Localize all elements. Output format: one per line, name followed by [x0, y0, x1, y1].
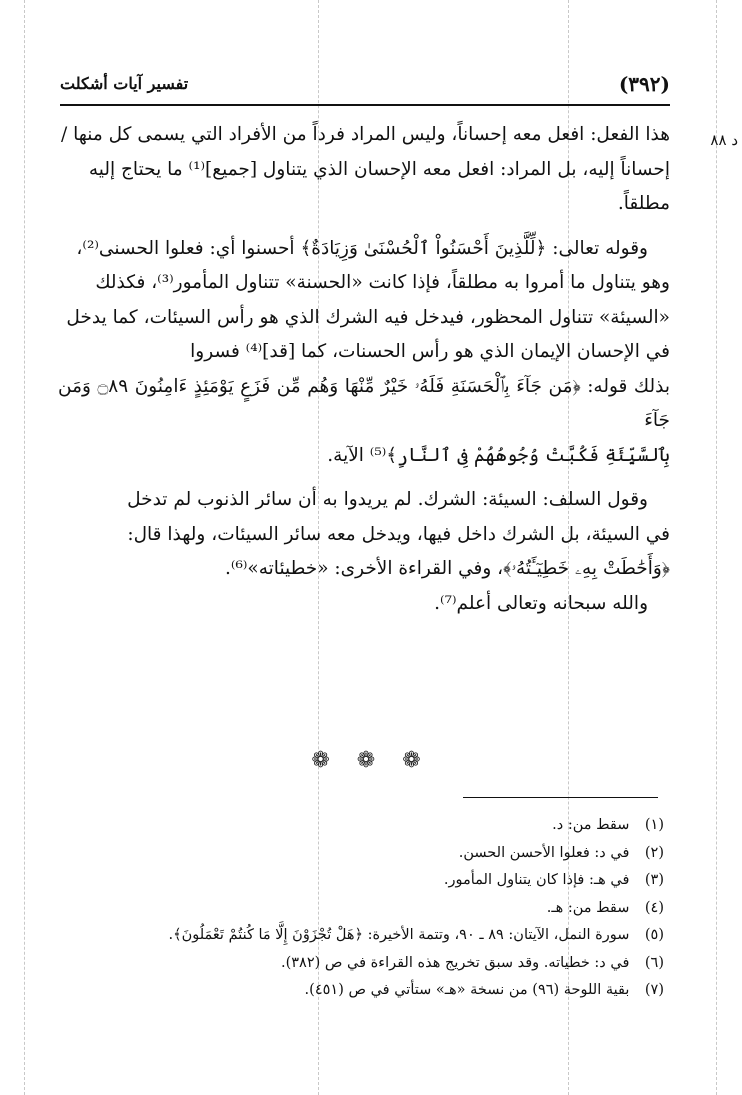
page-number: (٣٩٢): [618, 72, 670, 96]
text-line: بِٱلسَّيِّئَةِ فَكُبَّتْ وُجُوهُهُمْ فِى ٱلنَّارِ﴾⁽⁵⁾ الآية.: [327, 444, 670, 466]
paragraph: [58, 483, 670, 587]
text-line: بذلك قوله: ﴿مَن جَآءَ بِٱلْحَسَنَةِ فَلَهُۥ خَيْرٌ مِّنْهَا وَهُم مِّن فَزَعٍ يَوْمَئِذٍ ءَامِنُونَ ۝٨٩ وَمَن جَآءَ: [58, 375, 670, 431]
footnote-item: [70, 867, 664, 895]
footnote-number: (٧): [644, 982, 664, 998]
footnote-item: [70, 977, 664, 1005]
paragraph: [58, 118, 670, 222]
text-line: وهو يتناول ما أمروا به مطلقاً، فإذا كانت «الحسنة» تتناول المأمور⁽³⁾، فكذلك: [95, 272, 670, 293]
footnote-text: في د: فعلوا الأحسن الحسن.: [458, 844, 630, 861]
footnote-text: في هـ: فإذا كان يتناول المأمور.: [443, 872, 630, 888]
scan-guide-line: [716, 0, 717, 1095]
footnote-item: [70, 812, 664, 840]
footnote-rule: [463, 797, 658, 798]
text-line: وقول السلف: السيئة: الشرك. لم يريدوا به أن سائر الذنوب لم تدخل: [127, 489, 648, 510]
footnote-number: (٤): [644, 899, 664, 916]
main-text: [58, 118, 670, 621]
footnote-item: [70, 840, 664, 868]
text-line: في الإحسان الإيمان الذي هو رأس الحسنات، كما [قد]⁽⁴⁾ فسروا: [190, 341, 670, 362]
text-line: والله سبحانه وتعالى أعلم⁽⁷⁾.: [434, 592, 648, 614]
text-line: مطلقاً.: [617, 193, 670, 214]
paragraph: [58, 587, 670, 622]
footnotes: [70, 812, 664, 1005]
footnote-text: سقط من: د.: [552, 817, 630, 833]
paragraph: [58, 232, 670, 474]
page-header: [60, 70, 670, 102]
running-title: تفسير آيات أشكلت: [60, 74, 189, 93]
footnote-number: (٦): [644, 954, 664, 971]
footnote-item: [70, 950, 664, 978]
footnote-item: [70, 922, 664, 950]
footnote-number: (٢): [644, 844, 664, 861]
scan-guide-line: [24, 0, 25, 1095]
text-line: «السيئة» تتناول المحظور، فيدخل فيه الشرك الذي هو رأس السيئات، كما يدخل: [66, 306, 670, 328]
text-line: في السيئة، بل الشرك داخل فيها، ويدخل معه سائر السيئات، ولهذا قال:: [127, 523, 670, 545]
text-line: ﴿وَأَحَٰطَتْ بِهِۦ خَطِيٓـَٔتُهُۥ﴾، وفي القراءة الأخرى: «خطيئاته»⁽⁶⁾.: [225, 558, 670, 579]
text-line: هذا الفعل: افعل معه إحساناً، وليس المراد فرداً من الأفراد التي يسمى كل منها /: [61, 124, 670, 145]
manuscript-folio-marker: د ٨٨: [710, 131, 738, 149]
footnote-text: بقية اللوحة (٩٦) من نسخة «هـ» ستأتي في ص (٤٥١).: [304, 982, 630, 998]
footnote-text: في د: خطياته. وقد سبق تخريج هذه القراءة في ص (٣٨٢).: [280, 954, 630, 971]
footnote-item: [70, 895, 664, 923]
footnote-text: سورة النمل، الآيتان: ٨٩ ـ ٩٠، وتتمة الأخيرة: ﴿هَلْ تُجْزَوْنَ إِلَّا مَا كُنتُمْ تَعْمَلُونَ﴾.: [168, 927, 630, 943]
footnote-number: (٥): [644, 927, 664, 943]
header-rule: [60, 104, 670, 106]
section-separator: ❁ ❁ ❁: [311, 748, 431, 773]
text-line: إحساناً إليه، بل المراد: افعل معه الإحسان الذي يتناول [جميع]⁽¹⁾ ما يحتاج إليه: [88, 158, 670, 180]
footnote-text: سقط من: هـ.: [546, 899, 630, 916]
footnote-number: (١): [644, 817, 664, 833]
footnote-number: (٣): [644, 872, 664, 888]
text-line: وقوله تعالى: ﴿لِّلَّذِينَ أَحْسَنُواْ ٱلْحُسْنَىٰ وَزِيَادَةٌ﴾ أحسنوا أي: فعلوا الحسنى⁽²⁾،: [76, 237, 648, 259]
